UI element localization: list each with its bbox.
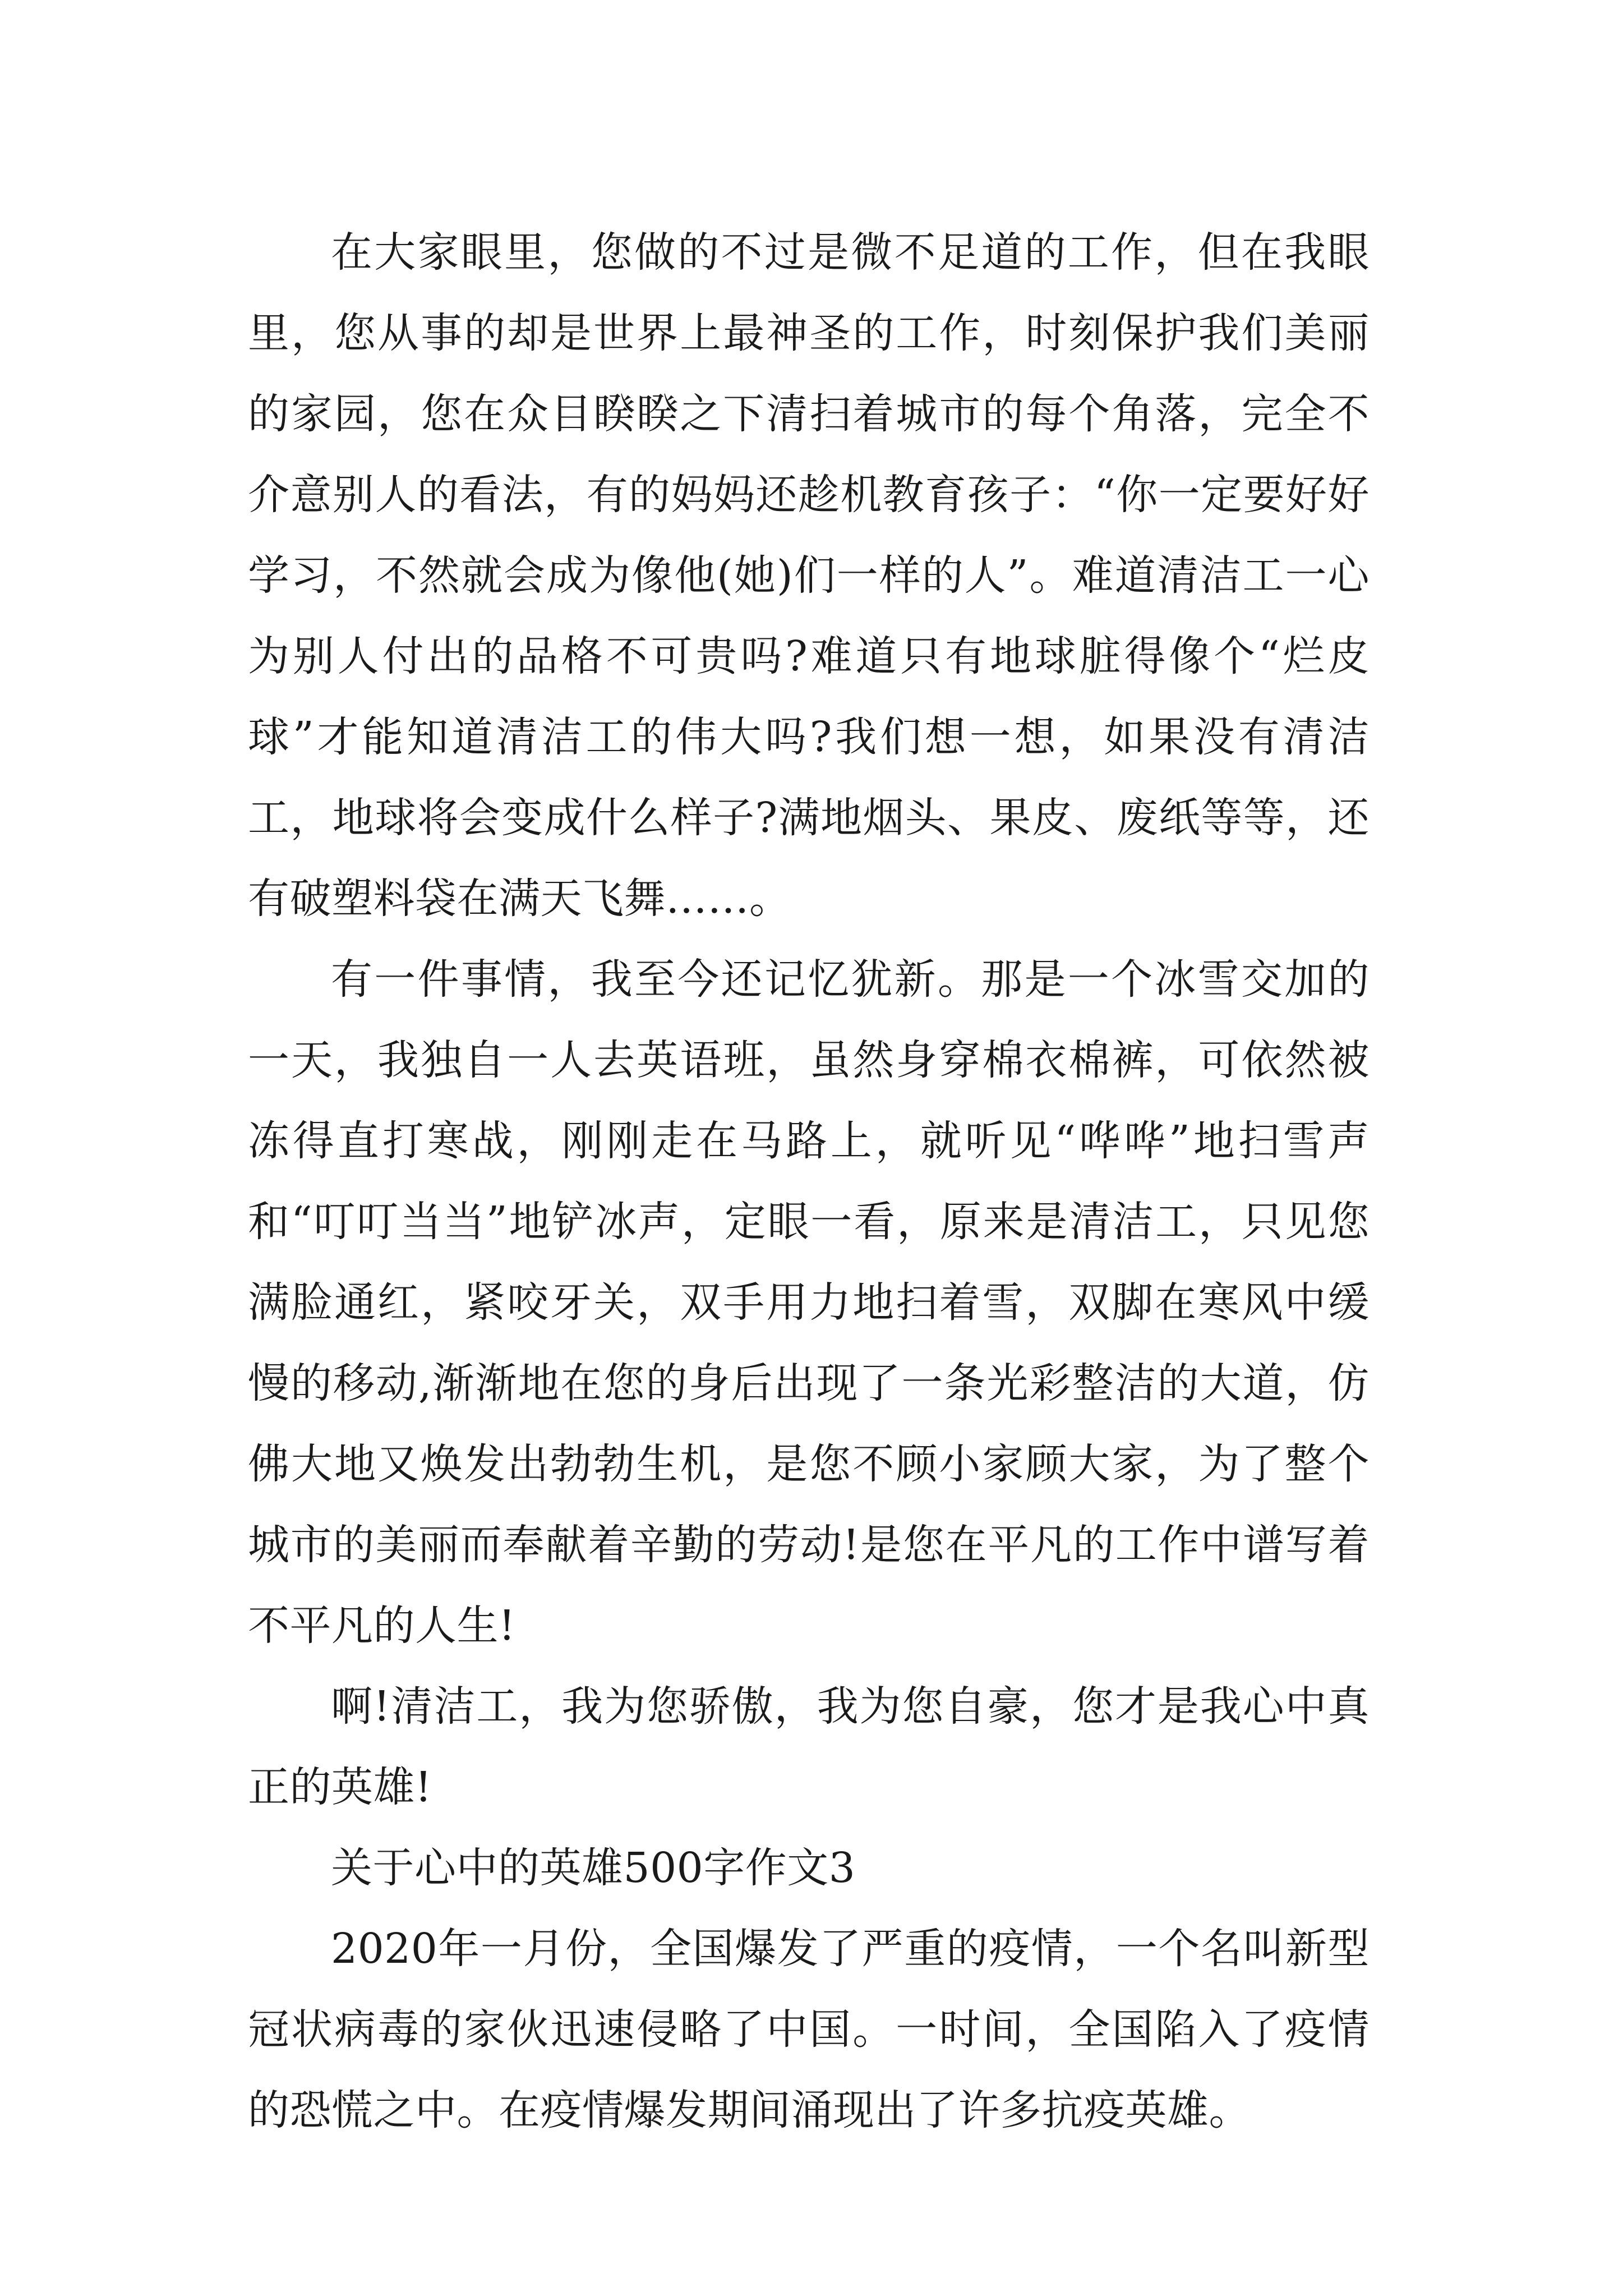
document-body: [248, 212, 1370, 2151]
essay-heading: 关于心中的英雄500字作文3: [331, 1844, 856, 1892]
paragraph-cleaner-praise: 在大家眼里，您做的不过是微不足道的工作，但在我眼里，您从事的却是世界上最神圣的工作，时刻保护我们美丽的家园，您在众目睽睽之下清扫着城市的每个角落，完全不介意别人的看法，有的妈妈还趁机教育孩子：“你一定要好好学习，不然就会成为像他(她)们一样的人”。难道清洁工一心为别人付出的品格不可贵吗?难道只有地球脏得像个“烂皮球”才能知道清洁工的伟大吗?我们想一想，如果没有清洁工，地球将会变成什么样子?满地烟头、果皮、废纸等等，还有破塑料袋在满天飞舞……。: [248, 228, 1370, 923]
paragraph-snow-memory: 有一件事情，我至今还记忆犹新。那是一个冰雪交加的一天，我独自一人去英语班，虽然身穿棉衣棉裤，可依然被冻得直打寒战，刚刚走在马路上，就听见“哗哗”地扫雪声和“叮叮当当”地铲冰声，定眼一看，原来是清洁工，只见您满脸通红，紧咬牙关，双手用力地扫着雪，双脚在寒风中缓慢的移动,渐渐地在您的身后出现了一条光彩整洁的大道，仿佛大地又焕发出勃勃生机，是您不顾小家顾大家，为了整个城市的美丽而奉献着辛勤的劳动!是您在平凡的工作中谱写着不平凡的人生!: [248, 955, 1370, 1650]
paragraph-epidemic: 2020年一月份，全国爆发了严重的疫情，一个名叫新型冠状病毒的家伙迅速侵略了中国。一时间，全国陷入了疫情的恐慌之中。在疫情爆发期间涌现出了许多抗疫英雄。: [248, 1925, 1370, 2134]
paragraph-exclamation: 啊!清洁工，我为您骄傲，我为您自豪，您才是我心中真正的英雄!: [248, 1682, 1370, 1811]
